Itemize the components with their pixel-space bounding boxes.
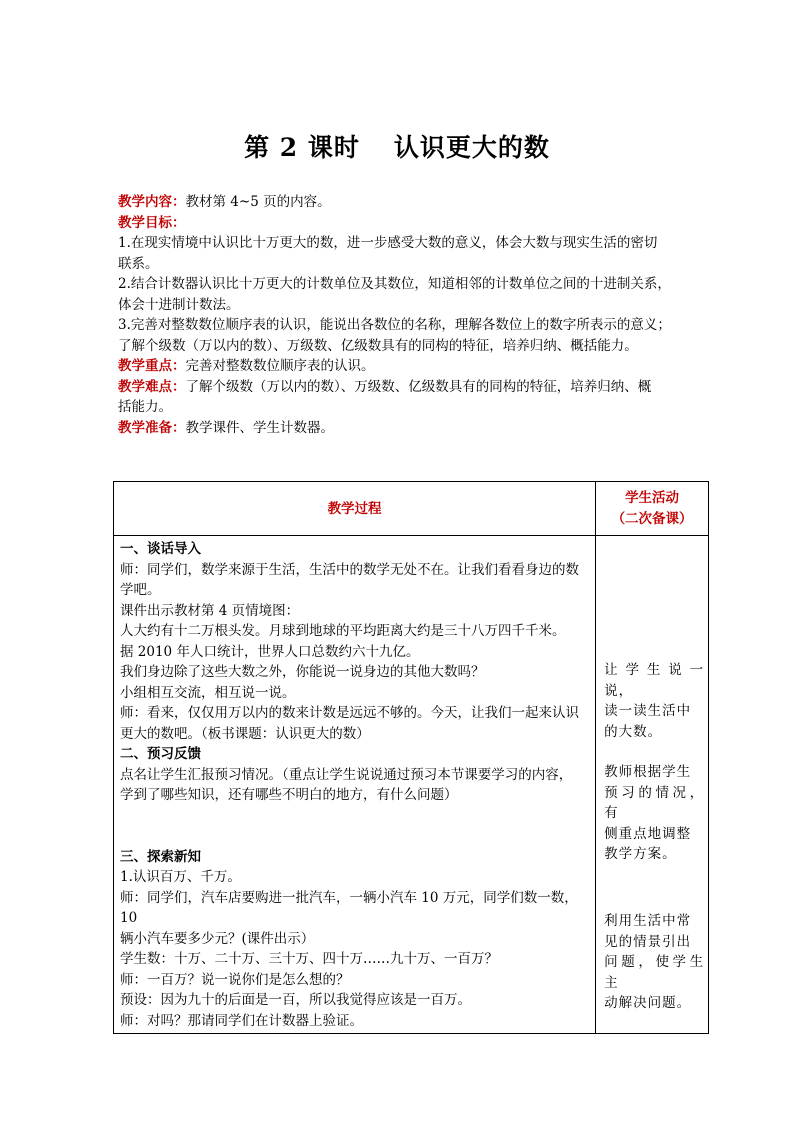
activity-note-line: 教师根据学生: [604, 764, 692, 780]
activity-note: [604, 762, 704, 865]
process-line: 辆小汽车要多少元？(课件出示）: [120, 930, 315, 947]
page-title: [0, 128, 794, 164]
activity-note-line: 问题，使学生主: [604, 954, 705, 991]
teaching-difficulty-text: 了解个级数（万以内的数）、万级数、亿级数具有的同构的特征，培养归纳、概: [185, 378, 652, 395]
section-heading: 三、探索新知: [120, 848, 201, 865]
process-line: 师：对吗？那请同学们在计数器上验证。: [120, 1012, 363, 1029]
teaching-goals-label: 教学目标：: [118, 214, 186, 231]
process-line: 学吧。: [120, 582, 161, 598]
teaching-prep-text: 教学课件、学生计数器。: [185, 419, 334, 436]
activity-note-line: 读一读生活中: [604, 703, 692, 719]
teaching-goals-heading: [118, 213, 688, 234]
process-line: 预设：因为九十的后面是一百，所以我觉得应该是一百万。: [120, 992, 471, 1008]
teaching-difficulty-cont: 括能力。: [118, 399, 172, 415]
teaching-key: [118, 356, 688, 377]
activity-note: [604, 660, 704, 742]
header-student-activity-line1: 学生活动: [625, 490, 680, 506]
process-line: 师：同学们，汽车店要购进一批汽车，一辆小汽车 10 万元，同学们数一数，10: [120, 889, 578, 926]
process-line: 师：看来，仅仅用万以内的数来计数是远远不够的。今天，让我们一起来认识: [120, 705, 579, 721]
goal-2-line-1: 2.结合计数器认识比十万更大的计数单位及其数位，知道相邻的计数单位之间的十进制关系，: [118, 276, 671, 292]
process-line: 点名让学生汇报预习情况。（重点让学生说说通过预习本节课要学习的内容，: [120, 766, 573, 783]
process-line: [120, 806, 589, 827]
header-teaching-process: 教学过程: [114, 482, 596, 536]
process-line: 师：一百万？说一说你们是怎么想的？: [120, 971, 350, 988]
goal-2-line-2: 体会十进制计数法。: [118, 296, 240, 313]
process-line: 1.认识百万、千万。: [120, 869, 241, 885]
activity-note-line: 利用生活中常: [604, 913, 692, 929]
table-header-row: [114, 482, 709, 536]
activity-note: [604, 911, 704, 1014]
process-line: [120, 826, 589, 847]
process-line: 更大的数吧。（板书课题：认识更大的数）: [120, 725, 370, 742]
goal-3-line-1: 3.完善对整数数位顺序表的认识，能说出各数位的名称，理解各数位上的数字所表示的意义；: [118, 317, 671, 333]
teaching-content-text: 教材第 4~5 页的内容。: [185, 194, 331, 210]
teaching-process-table: [113, 481, 709, 1034]
activity-note-line: 让学生说一说，: [604, 662, 705, 699]
process-line: 学生数：十万、二十万、三十万、四十万……九十万、一百万？: [120, 951, 498, 967]
process-line: 课件出示教材第 4 页情境图：: [120, 602, 300, 619]
teaching-content: [118, 192, 688, 213]
section-heading: 一、谈话导入: [120, 541, 201, 557]
teaching-prep-label: 教学准备：: [118, 419, 186, 436]
lesson-topic: 认识更大的数: [393, 133, 550, 162]
teaching-key-label: 教学重点：: [118, 358, 186, 374]
process-line: 学到了哪些知识，还有哪些不明白的地方，有什么问题）: [120, 787, 458, 803]
activity-notes: [604, 536, 705, 1016]
process-line: 师：同学们，数学来源于生活，生活中的数学无处不在。让我们看看身边的数: [120, 561, 579, 578]
teaching-prep: [118, 418, 688, 439]
process-line: 小组相互交流，相互说一说。: [120, 684, 296, 701]
process-line: 据 2010 年人口统计，世界人口总数约六十九亿。: [120, 643, 420, 660]
goal-3-line-2: 了解个级数（万以内的数）、万级数、亿级数具有的同构的特征，培养归纳、概括能力。: [118, 337, 638, 354]
activity-note-line: 动解决问题。: [604, 995, 692, 1011]
process-line: 我们身边除了这些大数之外，你能说一说身边的其他大数吗？: [120, 664, 485, 680]
activity-note-line: 见的情景引出: [604, 933, 692, 950]
activity-note-line: 预习的情况，有: [604, 784, 705, 821]
header-student-activity-line2: （二次备课）: [611, 510, 693, 527]
teaching-difficulty-label: 教学难点：: [118, 378, 186, 395]
activity-note-line: 的大数。: [604, 723, 663, 740]
goal-1-line-1: 1.在现实情境中认识比十万更大的数，进一步感受大数的意义，体会大数与现实生活的密切: [118, 235, 658, 251]
header-student-activity: [596, 482, 709, 536]
section-heading: 二、预习反馈: [120, 746, 201, 762]
teaching-difficulty: [118, 377, 688, 398]
lesson-number: 第 2 课时: [244, 133, 360, 162]
process-line: 人大约有十二万根头发。月球到地球的平均距离大约是三十八万四千千米。: [120, 623, 566, 639]
activity-note-line: 侧重点地调整: [604, 825, 692, 842]
teaching-process-cell: [114, 536, 596, 1034]
activity-note-line: 教学方案。: [604, 846, 677, 862]
lesson-intro: [118, 192, 688, 438]
goal-1-line-2: 联系。: [118, 255, 159, 272]
student-activity-cell: [596, 536, 709, 1034]
teaching-content-label: 教学内容：: [118, 194, 186, 210]
teaching-key-text: 完善对整数数位顺序表的认识。: [185, 358, 375, 374]
table-body-row: [114, 536, 709, 1034]
